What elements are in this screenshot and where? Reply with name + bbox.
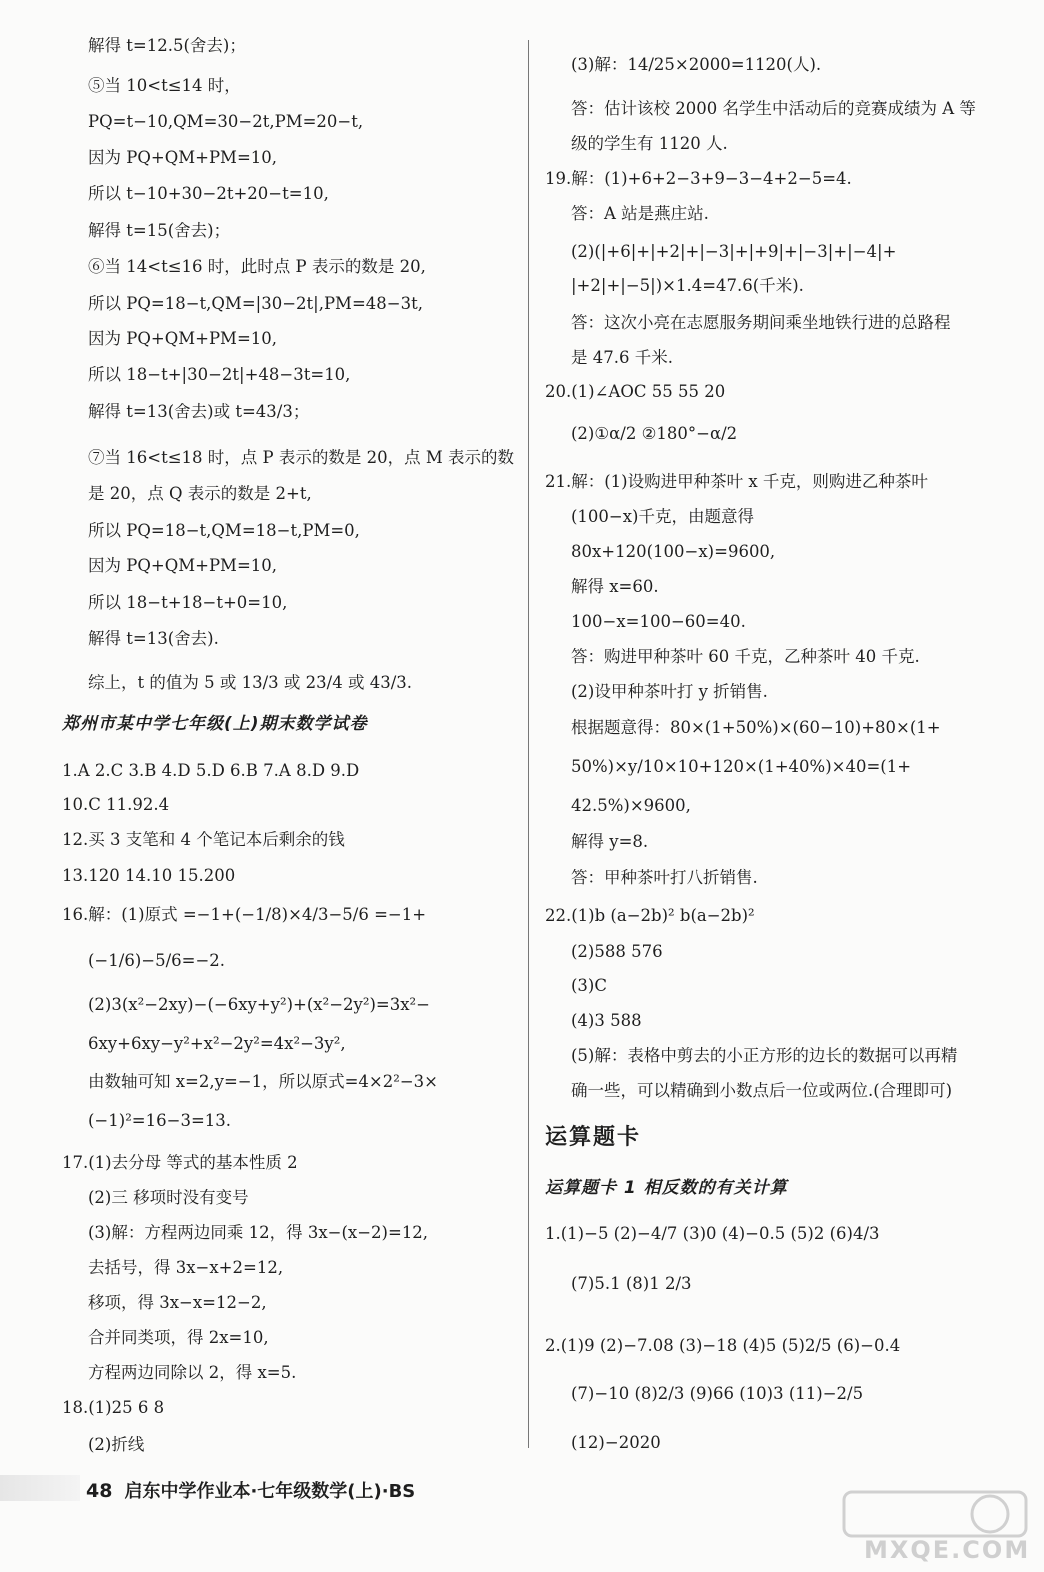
left-line: 解得 t=15(舍去)； (88, 221, 231, 240)
footer-text (86, 1477, 415, 1503)
right-line: 答：估计该校 2000 名学生中活动后的竞赛成绩为 A 等 (571, 99, 976, 118)
left-line: 因为 PQ+QM+PM=10, (88, 148, 278, 167)
right-line: (3)解：14/25×2000=1120(人). (571, 55, 822, 74)
book-title: 启东中学作业本·七年级数学(上)·BS (124, 1481, 416, 1502)
right-line: 21.解：(1)设购进甲种茶叶 x 千克，则购进乙种茶叶 (545, 472, 928, 491)
right-line: 22.(1)b (a−2b)² b(a−2b)² (545, 906, 755, 925)
right-line: (2)设甲种茶叶打 y 折销售. (571, 682, 768, 701)
page-number: 48 (86, 1480, 113, 1502)
left-line: 1.A 2.C 3.B 4.D 5.D 6.B 7.A 8.D 9.D (62, 761, 360, 780)
right-heading: 运算题卡 (545, 1125, 642, 1150)
left-line: 综上，t 的值为 5 或 13/3 或 23/4 或 43/3. (88, 673, 412, 692)
left-line: 所以 PQ=18−t,QM=18−t,PM=0, (88, 521, 360, 540)
left-line: 18.(1)25 6 8 (62, 1398, 165, 1417)
right-line: 解得 y=8. (571, 832, 649, 851)
right-line: 19.解：(1)+6+2−3+9−3−4+2−5=4. (545, 169, 852, 188)
left-line: 解得 t=13(舍去). (88, 629, 219, 648)
right-line: (100−x)千克，由题意得 (571, 507, 754, 526)
right-line: (7)5.1 (8)1 2/3 (571, 1274, 692, 1293)
watermark-text: MXQE.COM (864, 1536, 1031, 1564)
left-line: 所以 PQ=18−t,QM=|30−2t|,PM=48−3t, (88, 294, 423, 313)
right-line: 答：A 站是燕庄站. (571, 204, 709, 223)
right-line: (7)−10 (8)2/3 (9)66 (10)3 (11)−2/5 (571, 1384, 864, 1403)
footer-shade (0, 1475, 80, 1501)
right-heading: 运算题卡 1 相反数的有关计算 (545, 1178, 788, 1198)
right-line: 是 47.6 千米. (571, 348, 673, 367)
left-line: 因为 PQ+QM+PM=10, (88, 329, 278, 348)
right-line: (2)588 576 (571, 942, 663, 961)
right-line: 答：甲种茶叶打八折销售. (571, 868, 758, 887)
left-heading: 郑州市某中学七年级(上)期末数学试卷 (62, 714, 368, 734)
left-line: ⑤当 10<t≤14 时， (88, 76, 241, 95)
left-line: 由数轴可知 x=2,y=−1，所以原式=4×2²−3× (88, 1072, 438, 1091)
left-line: 13.120 14.10 15.200 (62, 866, 236, 885)
right-line: (12)−2020 (571, 1433, 661, 1452)
left-line: 解得 t=13(舍去)或 t=43/3； (88, 402, 310, 421)
right-line: 确一些，可以精确到小数点后一位或两位.(合理即可) (571, 1081, 953, 1100)
right-line: (2)①α/2 ②180°−α/2 (571, 424, 738, 443)
right-line: 1.(1)−5 (2)−4/7 (3)0 (4)−0.5 (5)2 (6)4/3 (545, 1224, 880, 1243)
column-divider (528, 40, 529, 1448)
left-line: (−1/6)−5/6=−2. (88, 951, 226, 970)
right-line: 50%)×y/10×10+120×(1+40%)×40=(1+ (571, 757, 912, 776)
left-line: PQ=t−10,QM=30−2t,PM=20−t, (88, 112, 364, 131)
left-line: 所以 18−t+|30−2t|+48−3t=10, (88, 365, 351, 384)
right-line: 级的学生有 1120 人. (571, 134, 728, 153)
right-line: 根据题意得：80×(1+50%)×(60−10)+80×(1+ (571, 718, 941, 737)
left-line: ⑦当 16<t≤18 时，点 P 表示的数是 20，点 M 表示的数 (88, 448, 514, 467)
left-line: (2)折线 (88, 1435, 145, 1454)
right-line: (2)(|+6|+|+2|+|−3|+|+9|+|−3|+|−4|+ (571, 242, 897, 261)
right-line: (3)C (571, 976, 607, 995)
left-line: 所以 18−t+18−t+0=10, (88, 593, 288, 612)
left-line: 解得 t=12.5(舍去)； (88, 36, 246, 55)
left-line: 16.解：(1)原式 =−1+(−1/8)×4/3−5/6 =−1+ (62, 905, 427, 924)
right-line: 答：购进甲种茶叶 60 千克，乙种茶叶 40 千克. (571, 647, 920, 666)
left-line: (3)解：方程两边同乘 12，得 3x−(x−2)=12, (88, 1223, 429, 1242)
left-line: 移项，得 3x−x=12−2, (88, 1293, 267, 1312)
right-line: 100−x=100−60=40. (571, 612, 746, 631)
left-line: 所以 t−10+30−2t+20−t=10, (88, 184, 329, 203)
left-line: ⑥当 14<t≤16 时，此时点 P 表示的数是 20, (88, 257, 426, 276)
left-line: 是 20，点 Q 表示的数是 2+t, (88, 484, 312, 503)
right-line: 答：这次小亮在志愿服务期间乘坐地铁行进的总路程 (571, 313, 951, 332)
right-line: 20.(1)∠AOC 55 55 20 (545, 382, 726, 401)
right-line: 2.(1)9 (2)−7.08 (3)−18 (4)5 (5)2/5 (6)−0.4 (545, 1336, 901, 1355)
left-line: 合并同类项，得 2x=10, (88, 1328, 269, 1347)
left-line: 6xy+6xy−y²+x²−2y²=4x²−3y², (88, 1034, 346, 1053)
left-line: 17.(1)去分母 等式的基本性质 2 (62, 1153, 298, 1172)
left-line: (2)三 移项时没有变号 (88, 1188, 249, 1207)
right-line: (5)解：表格中剪去的小正方形的边长的数据可以再精 (571, 1046, 958, 1065)
left-line: 因为 PQ+QM+PM=10, (88, 556, 278, 575)
right-line: 解得 x=60. (571, 577, 659, 596)
left-line: (2)3(x²−2xy)−(−6xy+y²)+(x²−2y²)=3x²− (88, 995, 430, 1014)
left-line: 方程两边同除以 2，得 x=5. (88, 1363, 297, 1382)
right-line: (4)3 588 (571, 1011, 642, 1030)
left-line: 12.买 3 支笔和 4 个笔记本后剩余的钱 (62, 830, 345, 849)
left-line: (−1)²=16−3=13. (88, 1111, 232, 1130)
left-line: 去括号，得 3x−x+2=12, (88, 1258, 284, 1277)
right-line: 42.5%)×9600, (571, 796, 691, 815)
left-line: 10.C 11.92.4 (62, 795, 170, 814)
right-line: 80x+120(100−x)=9600, (571, 542, 776, 561)
right-line: |+2|+|−5|)×1.4=47.6(千米). (571, 276, 804, 295)
